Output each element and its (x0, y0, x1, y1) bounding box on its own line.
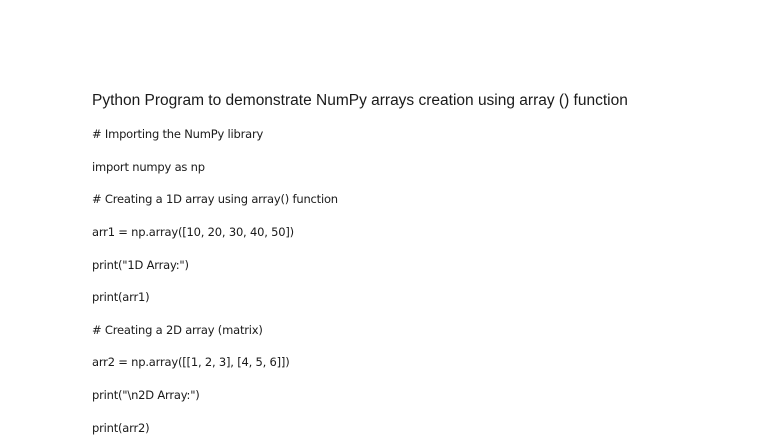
code-print-arr2: print(arr2) (92, 421, 150, 435)
code-arr2-assignment: arr2 = np.array([[1, 2, 3], [4, 5, 6]]) (92, 355, 290, 369)
code-comment-1d-array: # Creating a 1D array using array() function (92, 192, 338, 206)
code-print-1d-label: print("1D Array:") (92, 258, 189, 272)
code-print-arr1: print(arr1) (92, 290, 150, 304)
code-print-2d-label: print("\n2D Array:") (92, 388, 200, 402)
code-arr1-assignment: arr1 = np.array([10, 20, 30, 40, 50]) (92, 225, 294, 239)
document-title: Python Program to demonstrate NumPy arrays creation using array () function (92, 92, 628, 109)
code-import-statement: import numpy as np (92, 160, 205, 174)
code-comment-2d-array: # Creating a 2D array (matrix) (92, 323, 263, 337)
code-comment-import: # Importing the NumPy library (92, 127, 264, 141)
